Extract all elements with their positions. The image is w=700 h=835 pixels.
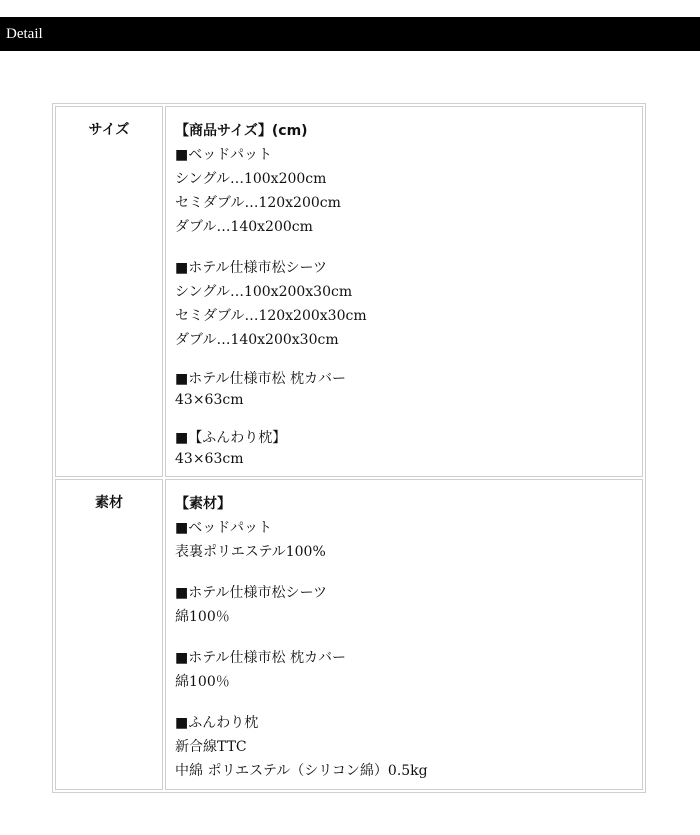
size-pillowcover-dimensions: 43×63cm <box>175 392 244 408</box>
table-row-size <box>55 106 643 477</box>
material-label: 素材 <box>95 495 123 511</box>
size-sheets-single: シングル…100x200x30cm <box>175 284 353 300</box>
size-sheets-double: ダブル…140x200x30cm <box>175 332 339 348</box>
table-row-material <box>55 479 643 790</box>
material-sheets-value: 綿100％ <box>175 609 230 625</box>
material-block-sheets <box>175 581 642 629</box>
spec-table <box>52 103 646 793</box>
material-pillow-filling-value: 中綿 ポリエステル（シリコン綿）0.5kg <box>175 763 428 779</box>
size-sheets-semidouble: セミダブル…120x200x30cm <box>175 308 367 324</box>
material-pillowcover-heading: ■ホテル仕様市松 枕カバー <box>175 650 346 666</box>
material-heading: 【素材】 <box>175 496 231 512</box>
size-block-product <box>175 119 642 239</box>
size-pillow-heading: ■【ふんわり枕】 <box>175 430 287 446</box>
size-sheets-heading: ■ホテル仕様市松シーツ <box>175 260 327 276</box>
detail-header-bar <box>0 17 700 51</box>
size-block-pillowcover <box>175 369 642 411</box>
material-pillow-heading: ■ふんわり枕 <box>175 715 259 731</box>
size-bedpad-semidouble: セミダブル…120x200cm <box>175 195 341 211</box>
size-bedpad-heading: ■ベッドパット <box>175 147 272 163</box>
size-pillow-dimensions: 43×63cm <box>175 451 244 467</box>
material-bedpad-heading: ■ベッドパット <box>175 520 272 536</box>
size-label: サイズ <box>88 122 130 138</box>
material-block-pillow <box>175 711 642 783</box>
size-bedpad-single: シングル…100x200cm <box>175 171 327 187</box>
detail-title: Detail <box>6 26 43 42</box>
size-heading: 【商品サイズ】(cm) <box>175 123 308 139</box>
material-pillowcover-value: 綿100％ <box>175 674 230 690</box>
material-block-bedpad <box>175 492 642 564</box>
size-block-pillow <box>175 428 642 470</box>
material-bedpad-value: 表裏ポリエステル100% <box>175 544 326 560</box>
material-sheets-heading: ■ホテル仕様市松シーツ <box>175 585 327 601</box>
size-block-sheets <box>175 256 642 352</box>
size-label-cell <box>55 106 163 477</box>
size-content-cell <box>165 106 643 477</box>
size-pillowcover-heading: ■ホテル仕様市松 枕カバー <box>175 371 346 387</box>
material-block-pillowcover <box>175 646 642 694</box>
size-bedpad-double: ダブル…140x200cm <box>175 219 313 235</box>
material-pillow-cover-value: 新合線TTC <box>175 739 247 755</box>
material-content-cell <box>165 479 643 790</box>
material-label-cell <box>55 479 163 790</box>
